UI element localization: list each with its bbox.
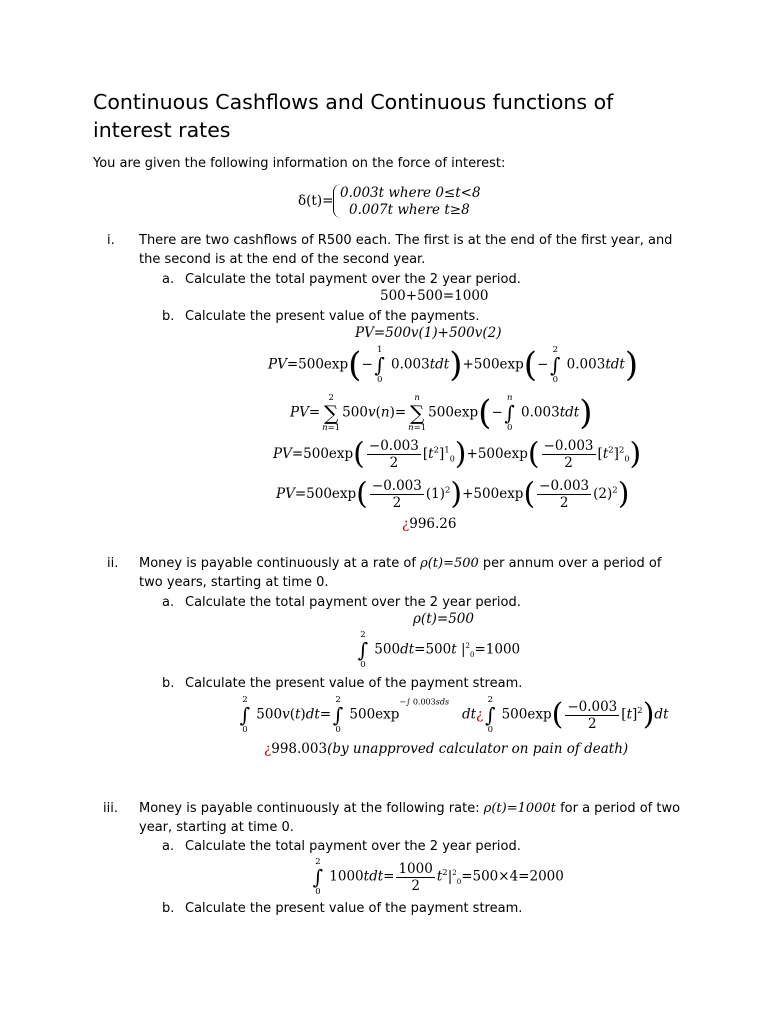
intro-text: You are given the following information on the force of interest: (93, 156, 506, 171)
q1b-label: b. (162, 309, 175, 324)
q1b-text: Calculate the present value of the payments. (185, 309, 480, 324)
q3b-label: b. (162, 901, 175, 916)
q2a-line-2: 2 ∫ 0 500dt=500t $|^2_0=1000$ (357, 630, 521, 670)
q1-number: i. (107, 233, 115, 248)
q2-text-pre: Money is payable continuously at a rate of (139, 556, 416, 571)
q2a-text: Calculate the total payment over the 2 year period. (185, 595, 521, 610)
integral-sign: 1 ∫ 0 (374, 345, 385, 385)
pv-result: ¿996.26 (402, 516, 457, 532)
q2-text-post: per annum over a period of two years, starting at time 0. (139, 556, 662, 590)
q2-number: ii. (107, 556, 119, 571)
pv-line-5: PV=500exp( $\frac{-0.003}{2}$ $(1)^2)+500\exp$( $\frac{-0.003}{2}$ $(2)^2$) (276, 476, 630, 512)
sum-sign: n ∑ n=1 (408, 393, 427, 433)
pv-line-4: PV=500exp( $\frac{-0.003}{2}$ $[t^2]^1_0)+500\exp$( $\frac{-0.003}{2}$ $[t^2]^2_0$) (273, 436, 642, 472)
q3-rate: ρ(t)=1000t (483, 801, 556, 816)
q1-text: There are two cashflows of R500 each. The first is at the end of the first year, and the second is at the end of the second year. (139, 233, 673, 267)
integral-sign: 2 ∫ 0 (357, 630, 369, 670)
pv-line-2: PV=500exp(− 1 ∫ 0 0.003tdt)+500exp(− 2 ∫ 0 0.003tdt) (268, 345, 639, 385)
force-line-2: 0.007t where t≥8 (349, 202, 470, 218)
q2-text (139, 554, 684, 592)
q1a-label: a. (162, 272, 175, 287)
integral-sign: 2 ∫ 0 (332, 695, 344, 735)
q3a-equation: 2 ∫ 0 1000tdt= $\frac{1000}{2}$ $t^2|^2_0=500\times 4=2000$ (312, 857, 564, 897)
q2a-label: a. (162, 595, 175, 610)
q3-text-post: for a period of two year, starting at time 0. (139, 801, 681, 835)
integral-sign: 2 ∫ 0 (550, 345, 561, 385)
force-lhs: δ(t)= (298, 193, 334, 209)
q2b-result-note: (by unapproved calculator on pain of death) (327, 741, 629, 757)
integral-sign: 2 ∫ 0 (485, 695, 496, 735)
q3a-answer-tail: =500×4=2000 (461, 868, 564, 885)
q3-text (139, 799, 684, 837)
q2b-result: ¿998.003(by unapproved calculator on pain of death) (264, 741, 629, 757)
q1a-text: Calculate the total payment over the 2 year period. (185, 272, 521, 287)
q3-number: iii. (103, 801, 118, 816)
pv-line-3: PV= 2 ∑ n=1 500v(n)= n ∑ n=1 500exp(− n ∫ 0 0.003tdt) (290, 393, 593, 433)
sum-sign: 2 ∑ n=1 (322, 393, 341, 433)
pv-line-1: PV=500v(1)+500v(2) (355, 325, 502, 341)
q2b-equation: 2 ∫ 0 500v(t)dt= 2 ∫ 0 $500\exp^{-\int 0.003sds}$ dt¿ 2 ∫ 0 500exp( $\frac{-0.003}{2}$ $[t]^2)dt$ (239, 695, 669, 735)
q3-text-pre: Money is payable continuously at the following rate: (139, 801, 480, 816)
q3a-label: a. (162, 839, 175, 854)
q1a-answer: 500+500=1000 (380, 288, 489, 304)
q2b-label: b. (162, 676, 175, 691)
q2b-text: Calculate the present value of the payment stream. (185, 676, 523, 691)
force-line-1: 0.003t where 0≤t<8 (340, 185, 481, 201)
q2a-line-1: ρ(t)=500 (413, 611, 474, 627)
integral-sign: 2 ∫ 0 (239, 695, 251, 735)
page-title: Continuous Cashflows and Continuous functions of interest rates (93, 90, 614, 142)
q3b-text: Calculate the present value of the payment stream. (185, 901, 523, 916)
integral-sign: n ∫ 0 (504, 393, 515, 433)
q2-rate: ρ(t)=500 (420, 556, 479, 571)
q3a-text: Calculate the total payment over the 2 year period. (185, 839, 521, 854)
integral-sign: 2 ∫ 0 (312, 857, 324, 897)
